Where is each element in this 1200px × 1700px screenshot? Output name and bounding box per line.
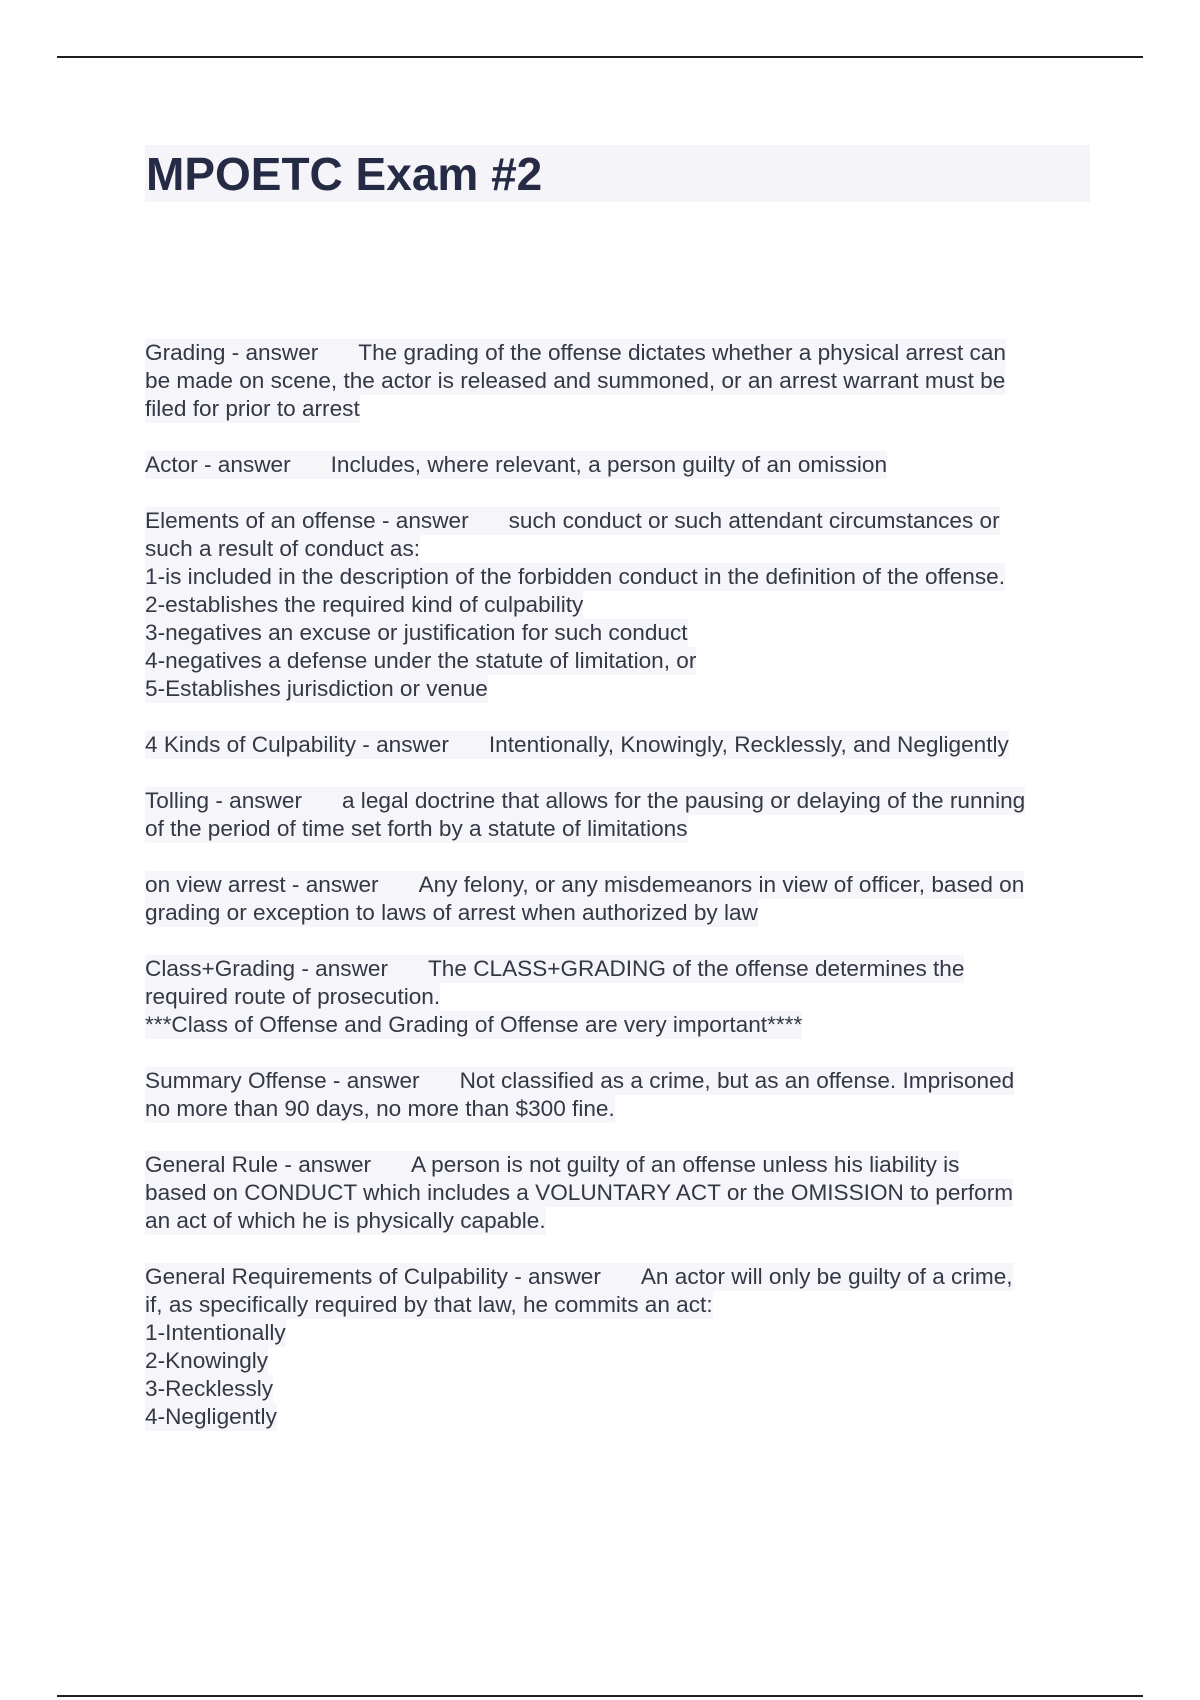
answer-text: 3-negatives an excuse or justification for such conduct — [145, 620, 688, 645]
flashcard-list — [145, 339, 1095, 1459]
answer-text: 4-negatives a defense under the statute of limitation, or — [145, 648, 697, 673]
answer-text: an act of which he is physically capable. — [145, 1208, 546, 1233]
term-label: Actor - answer — [145, 452, 291, 477]
answer-line — [145, 563, 1005, 591]
answer-text: of the period of time set forth by a statute of limitations — [145, 816, 688, 841]
flashcard-entry — [145, 339, 1095, 423]
term-label: Class+Grading - answer — [145, 956, 388, 981]
answer-text: if, as specifically required by that law, he commits an act: — [145, 1292, 713, 1317]
answer-text: A person is not guilty of an offense unless his liability is — [411, 1152, 960, 1177]
answer-line — [145, 647, 696, 675]
answer-line — [145, 1291, 713, 1319]
entry-first-line — [145, 1151, 959, 1179]
answer-line — [145, 983, 440, 1011]
answer-line — [145, 1179, 1013, 1207]
answer-line — [145, 1347, 268, 1375]
flashcard-entry — [145, 955, 1095, 1039]
term-label: General Rule - answer — [145, 1152, 372, 1177]
answer-line — [145, 1207, 546, 1235]
answer-text: ***Class of Offense and Grading of Offense are very important**** — [145, 1012, 803, 1037]
answer-text: a legal doctrine that allows for the pausing or delaying of the running — [341, 788, 1026, 813]
answer-text: The grading of the offense dictates whether a physical arrest can — [358, 340, 1006, 365]
term-label: on view arrest - answer — [145, 872, 379, 897]
answer-line — [145, 1095, 615, 1123]
answer-line — [145, 1011, 802, 1039]
term-label: Grading - answer — [145, 340, 319, 365]
top-divider — [57, 56, 1143, 58]
answer-text: Intentionally, Knowingly, Recklessly, and Negligently — [488, 732, 1009, 757]
answer-line — [145, 535, 420, 563]
answer-line — [145, 675, 488, 703]
answer-line — [145, 1375, 273, 1403]
answer-text: grading or exception to laws of arrest when authorized by law — [145, 900, 758, 925]
answer-text: such a result of conduct as: — [145, 536, 421, 561]
answer-line — [145, 395, 360, 423]
flashcard-entry — [145, 731, 1095, 759]
entry-first-line — [145, 1263, 1013, 1291]
answer-line — [145, 619, 688, 647]
answer-text: An actor will only be guilty of a crime, — [640, 1264, 1013, 1289]
entry-first-line — [145, 787, 1025, 815]
entry-first-line — [145, 731, 1009, 759]
entry-first-line — [145, 955, 964, 983]
answer-line — [145, 899, 758, 927]
term-label: Elements of an offense - answer — [145, 508, 469, 533]
answer-text: 4-Negligently — [145, 1404, 277, 1429]
entry-first-line — [145, 1067, 1014, 1095]
entry-first-line — [145, 339, 1006, 367]
answer-text: 1-is included in the description of the forbidden conduct in the definition of the offense. — [145, 564, 1005, 589]
answer-text: Includes, where relevant, a person guilty of an omission — [330, 452, 888, 477]
flashcard-entry — [145, 1151, 1095, 1235]
answer-line — [145, 591, 583, 619]
flashcard-entry — [145, 451, 1095, 479]
answer-text: Any felony, or any misdemeanors in view of officer, based on — [418, 872, 1025, 897]
entry-first-line — [145, 507, 1000, 535]
flashcard-entry — [145, 1067, 1095, 1123]
answer-line — [145, 1319, 286, 1347]
answer-text: 2-Knowingly — [145, 1348, 269, 1373]
bottom-divider — [57, 1695, 1143, 1697]
term-label: Tolling - answer — [145, 788, 302, 813]
flashcard-entry — [145, 787, 1095, 843]
page-title: MPOETC Exam #2 — [146, 148, 543, 200]
entry-first-line — [145, 871, 1024, 899]
answer-text: 5-Establishes jurisdiction or venue — [145, 676, 488, 701]
answer-text: The CLASS+GRADING of the offense determines the — [427, 956, 965, 981]
term-label: 4 Kinds of Culpability - answer — [145, 732, 449, 757]
flashcard-entry — [145, 1263, 1095, 1431]
answer-text: 1-Intentionally — [145, 1320, 286, 1345]
flashcard-entry — [145, 871, 1095, 927]
answer-text: based on CONDUCT which includes a VOLUNTARY ACT or the OMISSION to perform — [145, 1180, 1014, 1205]
entry-first-line — [145, 451, 887, 479]
answer-line — [145, 815, 688, 843]
answer-text: required route of prosecution. — [145, 984, 441, 1009]
answer-text: be made on scene, the actor is released and summoned, or an arrest warrant must be — [145, 368, 1006, 393]
flashcard-entry — [145, 507, 1095, 703]
answer-text: filed for prior to arrest — [145, 396, 360, 421]
answer-text: 3-Recklessly — [145, 1376, 274, 1401]
answer-line — [145, 367, 1005, 395]
answer-text: such conduct or such attendant circumstances or — [508, 508, 1000, 533]
term-label: Summary Offense - answer — [145, 1068, 420, 1093]
term-label: General Requirements of Culpability - answer — [145, 1264, 601, 1289]
answer-text: 2-establishes the required kind of culpability — [145, 592, 584, 617]
answer-text: no more than 90 days, no more than $300 fine. — [145, 1096, 615, 1121]
answer-text: Not classified as a crime, but as an offense. Imprisoned — [459, 1068, 1015, 1093]
answer-line — [145, 1403, 277, 1431]
